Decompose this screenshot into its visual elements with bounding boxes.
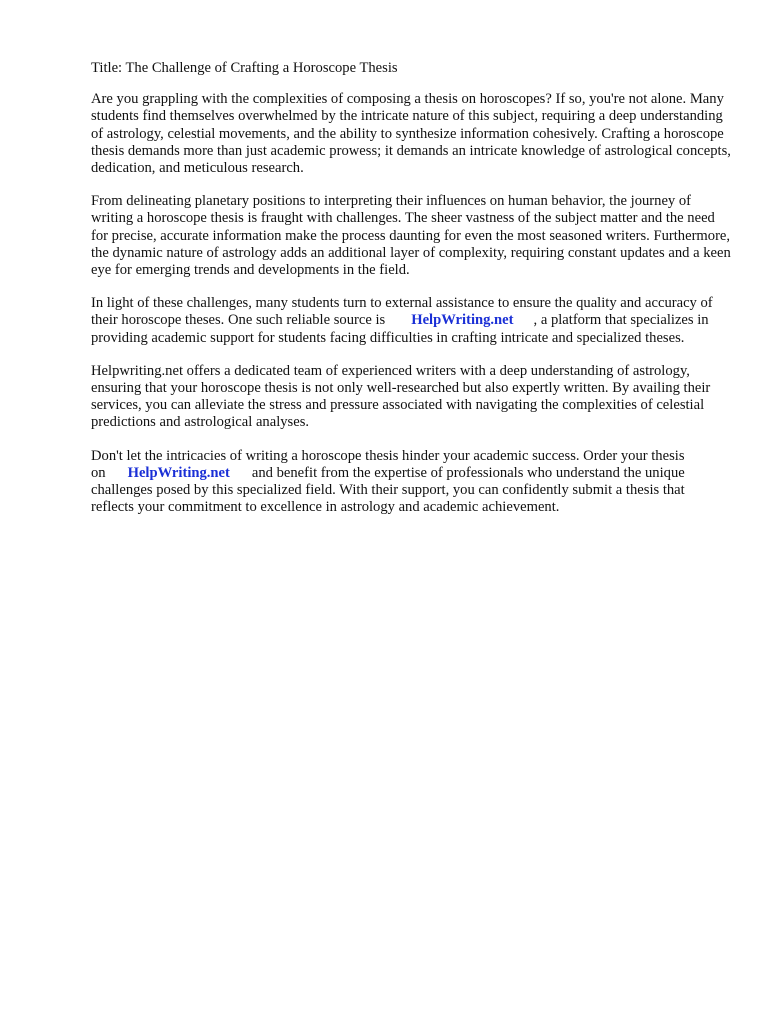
document-title: Title: The Challenge of Crafting a Horoscope Thesis (91, 60, 398, 76)
paragraph-call-to-action (91, 448, 731, 517)
paragraph-service: Helpwriting.net offers a dedicated team of experienced writers with a deep understanding of astrology, ensuring that your horoscope thesis is not only well-researched but also expertly written. By availing their services, you can alleviate the stress and pressure associated with navigating the complexities of celestial predictions and astrological analyses. (91, 362, 711, 431)
paragraph-cta-text-after: and benefit from the expertise of professionals who understand the unique challenges posed by this specialized field. With their support, you can confidently submit a thesis that reflects your commitment to excellence in astrology and academic achievement. (91, 464, 685, 516)
paragraph-intro: Are you grappling with the complexities of composing a thesis on horoscopes? If so, you're not alone. Many students find themselves overwhelmed by the intricate nature of this subject, requiring a deep understanding of astrology, celestial movements, and the ability to synthesize information cohesively. Crafting a horoscope thesis demands more than just academic prowess; it demands an intricate knowledge of astrological concepts, dedication, and meticulous research. (91, 91, 731, 177)
paragraph-assistance (91, 295, 731, 347)
paragraph-cta-text-before: Don't let the intricacies of writing a horoscope thesis hinder your academic success. Order your thesis on (91, 447, 685, 481)
helpwriting-link-2[interactable]: HelpWriting.net (127, 464, 230, 481)
paragraph-challenges: From delineating planetary positions to interpreting their influences on human behavior, the journey of writing a horoscope thesis is fraught with challenges. The sheer vastness of the subject matter and the need for precise, accurate information make the process daunting for even the most seasoned writers. Furthermore, the dynamic nature of astrology adds an additional layer of complexity, requiring constant updates and a keen eye for emerging trends and developments in the field. (91, 193, 731, 279)
helpwriting-link-1[interactable]: HelpWriting.net (411, 312, 514, 329)
document-page (91, 60, 731, 532)
paragraph-assistance-text-after: , a platform that specializes in providing academic support for students facing difficulties in crafting intricate and specialized theses. (91, 312, 709, 346)
paragraph-assistance-text-before: In light of these challenges, many students turn to external assistance to ensure the quality and accuracy of their horoscope theses. One such reliable source is (91, 295, 713, 329)
